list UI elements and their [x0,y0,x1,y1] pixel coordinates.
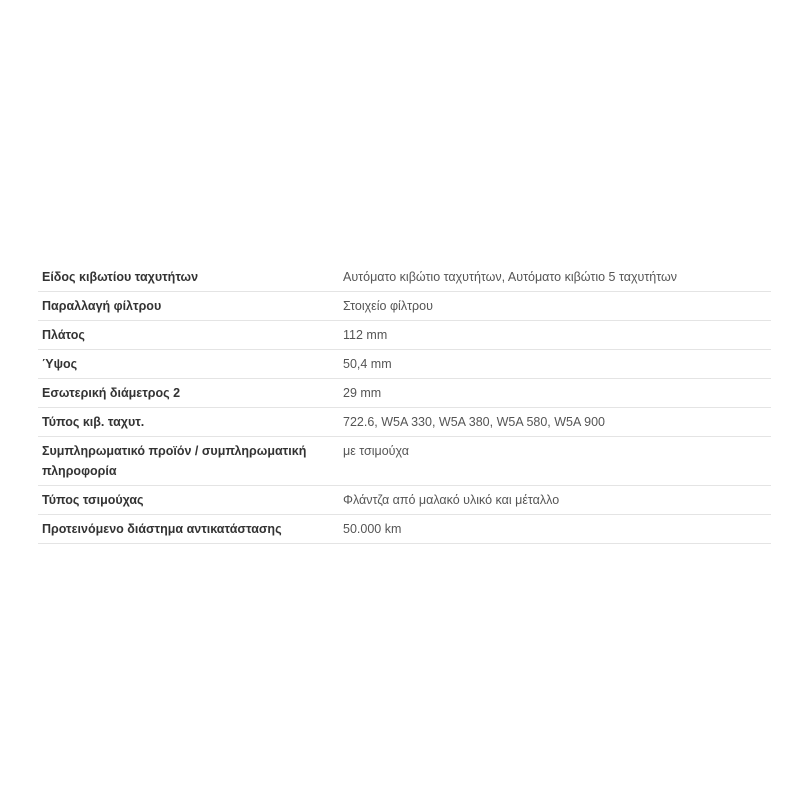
spec-label: Ύψος [38,350,339,379]
spec-row [38,486,771,515]
spec-row [38,379,771,408]
spec-value: Στοιχείο φίλτρου [339,292,771,321]
spec-value: με τσιμούχα [339,437,771,486]
product-spec-table [38,263,771,544]
spec-label: Είδος κιβωτίου ταχυτήτων [38,263,339,292]
spec-label: Εσωτερική διάμετρος 2 [38,379,339,408]
spec-value: 50.000 km [339,515,771,544]
spec-row [38,263,771,292]
spec-label: Πλάτος [38,321,339,350]
spec-label: Προτεινόμενο διάστημα αντικατάστασης [38,515,339,544]
spec-label: Τύπος τσιμούχας [38,486,339,515]
spec-label: Συμπληρωματικό προϊόν / συμπληρωματική πληροφορία [38,437,339,486]
spec-value: Φλάντζα από μαλακό υλικό και μέταλλο [339,486,771,515]
spec-row [38,437,771,486]
spec-value: Αυτόματο κιβώτιο ταχυτήτων, Αυτόματο κιβώτιο 5 ταχυτήτων [339,263,771,292]
spec-value: 29 mm [339,379,771,408]
spec-value: 112 mm [339,321,771,350]
spec-row [38,408,771,437]
spec-value: 722.6, W5A 330, W5A 380, W5A 580, W5A 900 [339,408,771,437]
spec-row [38,515,771,544]
spec-label: Τύπος κιβ. ταχυτ. [38,408,339,437]
spec-value: 50,4 mm [339,350,771,379]
spec-row [38,321,771,350]
spec-label: Παραλλαγή φίλτρου [38,292,339,321]
spec-row [38,292,771,321]
spec-row [38,350,771,379]
